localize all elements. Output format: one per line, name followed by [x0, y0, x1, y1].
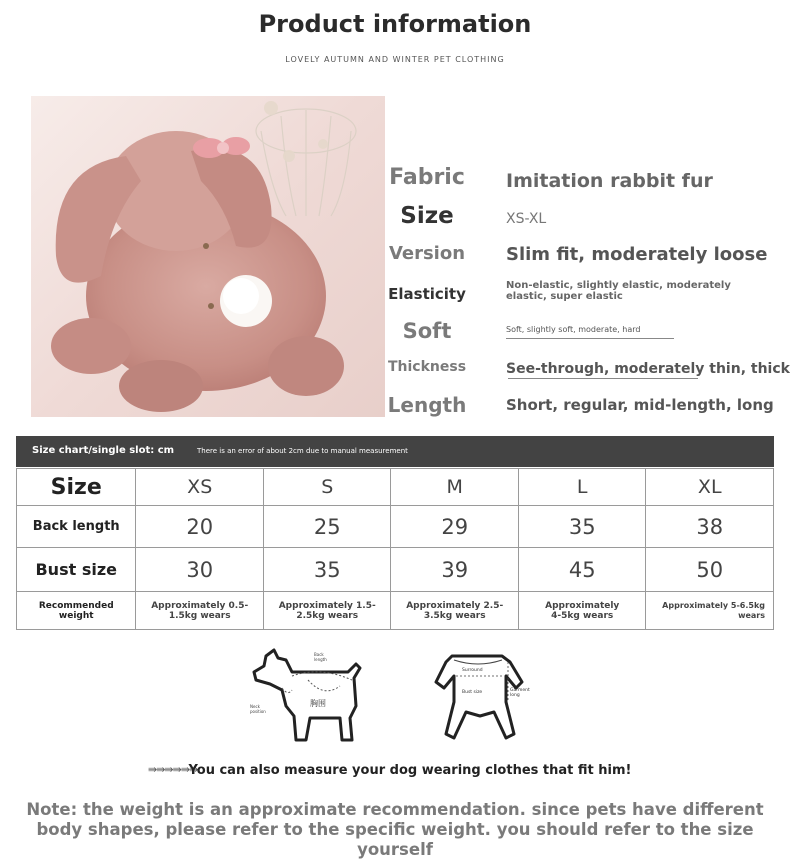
thickness-underline	[508, 378, 698, 379]
bust-m: 39	[391, 548, 519, 592]
weight-xl: Approximately 5-6.5kg wears	[646, 592, 774, 630]
shirt-length-label: Garment long	[510, 688, 530, 698]
weight-m: Approximately 2.5-3.5kg wears	[391, 592, 519, 630]
attr-size-value: XS-XL	[506, 211, 547, 227]
back-length-label: Back length	[17, 506, 136, 548]
table-row	[17, 506, 774, 548]
weight-s: Approximately 1.5-2.5kg wears	[263, 592, 391, 630]
attr-fabric-label: Fabric	[389, 165, 465, 190]
size-chart-header	[16, 436, 774, 467]
attr-elasticity-value: Non-elastic, slightly elastic, moderately elastic, super elastic	[506, 280, 731, 302]
back-length-l: 35	[518, 506, 646, 548]
size-l: L	[518, 469, 646, 506]
size-chart-note: There is an error of about 2cm due to manual measurement	[197, 447, 408, 455]
pink-bunny-costume-illustration	[31, 96, 385, 417]
weight-xs: Approximately 0.5-1.5kg wears	[136, 592, 264, 630]
garment-measure-diagram	[430, 652, 530, 744]
shirt-surround-label: Surround	[462, 668, 483, 673]
attr-fabric-value: Imitation rabbit fur	[506, 170, 713, 192]
back-length-xl: 38	[646, 506, 774, 548]
size-xs: XS	[136, 469, 264, 506]
back-length-m: 29	[391, 506, 519, 548]
dog-chest-label: 胸围	[310, 699, 326, 708]
weight-label: Recommended weight	[17, 592, 136, 630]
size-chart-table	[16, 468, 774, 630]
size-chart-title: Size chart/single slot: cm	[32, 445, 175, 456]
size-m: M	[391, 469, 519, 506]
bust-xs: 30	[136, 548, 264, 592]
bust-s: 35	[263, 548, 391, 592]
attr-version-label: Version	[388, 243, 466, 264]
arrows-icon: ⇛⇛⇛⇛⇛⇛	[148, 763, 198, 776]
size-row-label: Size	[17, 469, 136, 506]
measure-tip: You can also measure your dog wearing clothes that fit him!	[188, 763, 632, 778]
product-photo	[31, 96, 385, 417]
size-xl: XL	[646, 469, 774, 506]
weight-l: Approximately 4-5kg wears	[518, 592, 646, 630]
dog-measure-diagram	[248, 646, 368, 746]
attr-version-value: Slim fit, moderately loose	[506, 244, 768, 265]
bust-size-label: Bust size	[17, 548, 136, 592]
attr-length-label: Length	[387, 393, 467, 417]
garment-outline-icon	[430, 652, 530, 744]
size-note: Note: the weight is an approximate recommendation. since pets have different body shapes, please refer to the specific weight. you should refer to the size yourself	[26, 800, 764, 859]
shirt-bust-label: Bust size	[462, 690, 483, 695]
attr-soft-label: Soft	[402, 319, 452, 343]
back-length-s: 25	[263, 506, 391, 548]
table-row	[17, 548, 774, 592]
table-row	[17, 469, 774, 506]
bust-l: 45	[518, 548, 646, 592]
dog-back-length-label: Back length	[314, 652, 327, 662]
attr-thickness-label: Thickness	[387, 359, 467, 375]
attr-thickness-value: See-through, moderately thin, thick	[506, 361, 790, 377]
page-title: Product information	[258, 10, 532, 38]
bust-xl: 50	[646, 548, 774, 592]
back-length-xs: 20	[136, 506, 264, 548]
size-s: S	[263, 469, 391, 506]
attr-elasticity-label: Elasticity	[388, 285, 466, 303]
page-subtitle: LOVELY AUTUMN AND WINTER PET CLOTHING	[285, 55, 505, 64]
attr-soft-value: Soft, slightly soft, moderate, hard	[506, 325, 674, 339]
dog-neck-label: Neck position	[250, 704, 266, 714]
attr-length-value: Short, regular, mid-length, long	[506, 396, 774, 414]
attr-size-label: Size	[400, 203, 454, 229]
dog-outline-icon	[248, 646, 368, 746]
table-row	[17, 592, 774, 630]
